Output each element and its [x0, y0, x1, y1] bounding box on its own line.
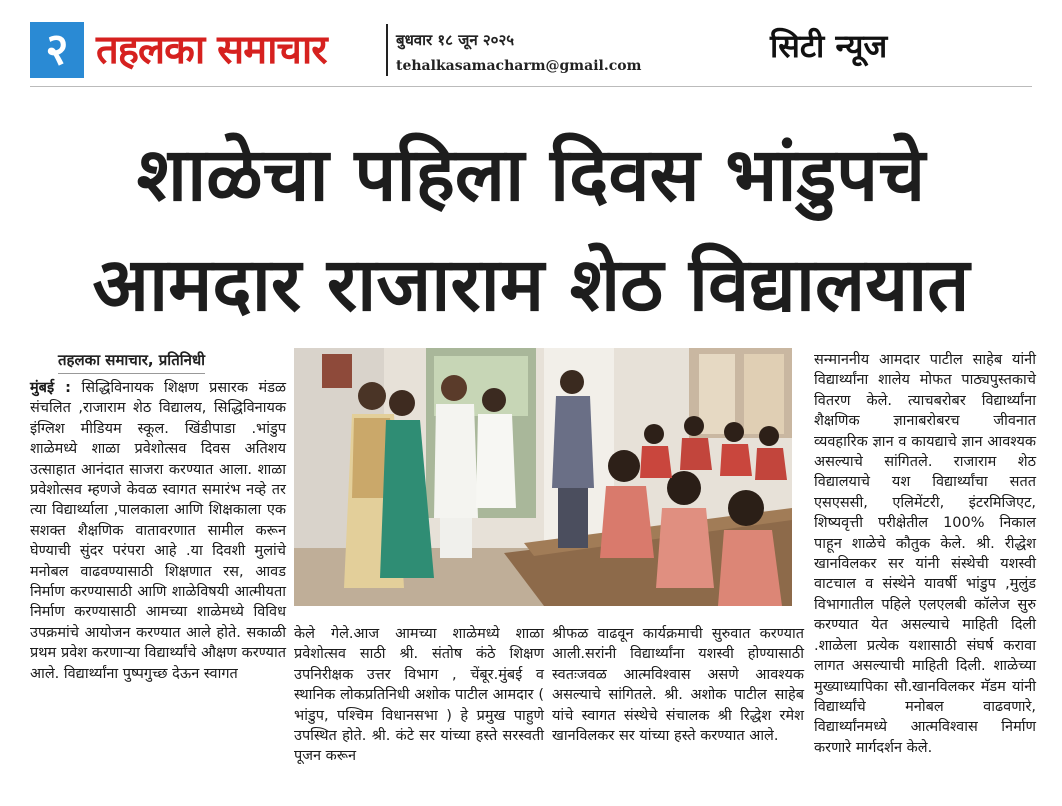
headline-line-1: शाळेचा पहिला दिवस भांडुपचे: [136, 132, 926, 218]
byline: तहलका समाचार, प्रतिनिधी: [58, 350, 205, 374]
page-number-badge: २: [30, 22, 84, 78]
article-column-center-right: [552, 624, 804, 746]
column-left-text: सिद्धिविनायक शिक्षण प्रसारक मंडळ संचलित ,राजाराम शेठ विद्यालय, सिद्धिविनायक इंग्लिश मीडियम स्कूल. खिंडीपाडा .भांडुप शाळेमध्ये शाळा प्रवेशोत्सव दिवस अतिशय उत्साहात आनंदात साजरा करण्यात आला. शाळा प्रवेशोत्सव म्हणजे केवळ स्वागत समारंभ नव्हे तर त्या विद्यार्थ्याला ,पालकाला आणि शिक्षकाला एक सशक्त शैक्षणिक वातावरणात सामील करून घेण्याची सुंदर परंपरा आहे .या दिवशी मुलांचे मनोबल वाढवण्यासाठी शिक्षणात रस, आवड निर्माण करण्यासाठी आणि शाळेविषयी आत्मीयता निर्माण करण्यासाठी आमच्या शाळेमध्ये विविध उपक्रमांचे आयोजन करण्यात आले होते. सकाळी प्रथम प्रवेश करणाऱ्या विद्यार्थ्यांचे औक्षण करण्यात आले. विद्यार्थ्यांना पुष्पगुच्छ देऊन स्वागत: [30, 380, 286, 682]
header-rule: [30, 86, 1032, 87]
article-column-left: [30, 378, 286, 684]
section-title: सिटी न्यूज: [770, 27, 888, 65]
masthead-logo: तहलका समाचार: [96, 27, 327, 73]
article-column-middle: [294, 624, 544, 767]
issue-date: बुधवार १८ जून २०२५: [396, 31, 515, 49]
column-center-right-text: श्रीफळ वाढवून कार्यक्रमाची सुरुवात करण्यात आली.सरांनी विद्यार्थ्यांना यशस्वी होण्यासाठी स्वतःजवळ आत्मविश्वास असणे आवश्यक असल्याचे सांगितले. श्री. अशोक पाटील साहेब यांचे स्वागत संस्थेचे संचालक श्री रिद्धेश रमेश खानविलकर सर यांच्या हस्ते करण्यात आले.: [552, 626, 804, 745]
dateline: मुंबई :: [30, 380, 71, 396]
column-right-text: सन्माननीय आमदार पाटील साहेब यांनी विद्यार्थ्यांना शालेय मोफत पाठ्यपुस्तकाचे वितरण केले. त्याचबरोबर विद्यार्थ्यांना शैक्षणिक ज्ञानाबरोबरच जीवनात व्यवहारिक ज्ञान व कायद्याचे ज्ञान आवश्यक असल्याचे सांगितले. राजाराम शेठ विद्यालयाचे यश विद्यार्थ्यांचा सतत एसएससी, एलिमेंटरी, इंटरमिजिएट, शिष्यवृत्ती परीक्षेतील 100% निकाल पाहून शाळेचे कौतुक केले. श्री. रीद्धेश खानविलकर सर यांनी संस्थेची यशस्वी वाटचाल व संस्थेने यावर्षी भांडुप ,मुलुंड विभागातील पहिले एलएलबी कॉलेज सुरु करण्यात येत असल्याचे माहिती दिली .शाळेला प्रत्येक यशासाठी संघर्ष करावा लागत असल्याची माहिती दिली. शाळेच्या मुख्याध्यापिका सौ.खानविलकर मॅडम यांनी विद्यार्थ्यांचे मनोबल वाढवणारे, विद्यार्थ्यांनमध्ये आत्मविश्वास निर्माण करणारे मार्गदर्शन केले.: [814, 352, 1036, 756]
column-middle-text: केले गेले.आज आमच्या शाळेमध्ये शाळा प्रवेशोत्सव साठी श्री. संतोष कंठे शिक्षण उपनिरीक्षक उत्तर विभाग , चेंबूर.मुंबई व स्थानिक लोकप्रतिनिधी अशोक पाटील आमदार ( भांडुप, पश्चिम विधानसभा ) हे प्रमुख पाहुणे उपस्थित होते. श्री. कंटे सर यांच्या हस्ते सरस्वती पूजन करून: [294, 626, 544, 765]
classroom-photo-illustration: [294, 348, 792, 606]
masthead-divider: [386, 24, 388, 76]
article-column-right: [814, 350, 1036, 758]
news-photo: [294, 348, 792, 606]
headline-line-2: आमदार राजाराम शेठ विद्यालयात: [92, 242, 970, 328]
contact-email: tehalkasamacharm@gmail.com: [396, 58, 642, 74]
